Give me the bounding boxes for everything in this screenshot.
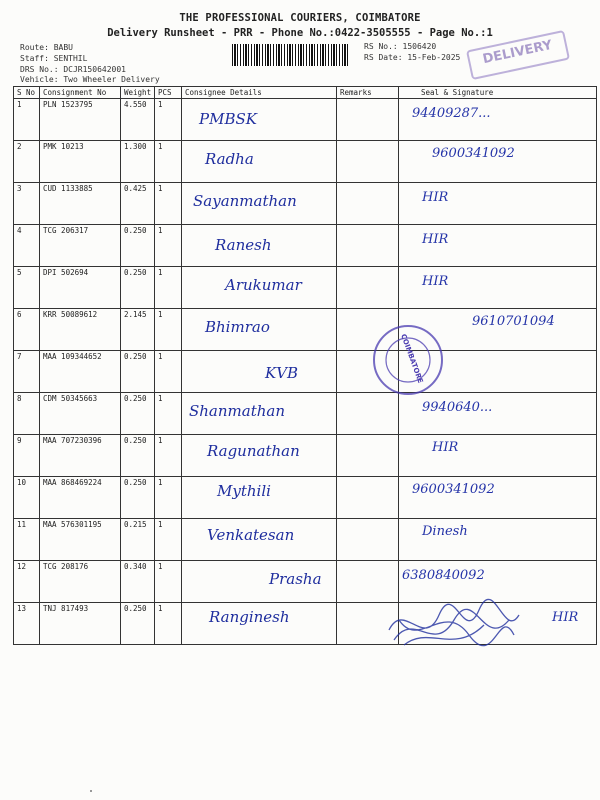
row-remarks <box>337 519 399 561</box>
row-consignee-cell <box>182 603 337 645</box>
handwritten-signature: HIR <box>552 610 579 625</box>
col-header-consignee: Consignee Details <box>182 87 337 99</box>
row-consignment-no: KRR 50089612 <box>40 309 121 351</box>
row-sno: 6 <box>14 309 40 351</box>
row-sno: 4 <box>14 225 40 267</box>
rs-number: RS No.: 1506420 <box>364 42 437 51</box>
handwritten-signature: 94409287... <box>412 106 491 121</box>
signature-scribble <box>384 590 524 660</box>
table-row <box>14 351 597 393</box>
row-remarks <box>337 141 399 183</box>
row-sno: 1 <box>14 99 40 141</box>
row-pcs: 1 <box>155 351 182 393</box>
row-consignee-cell <box>182 393 337 435</box>
row-consignment-no: MAA 576301195 <box>40 519 121 561</box>
row-remarks <box>337 477 399 519</box>
row-consignment-no: DPI 502694 <box>40 267 121 309</box>
table-row <box>14 519 597 561</box>
col-header-pcs: PCS <box>155 87 182 99</box>
row-pcs: 1 <box>155 603 182 645</box>
rs-date: RS Date: 15-Feb-2025 <box>364 53 461 62</box>
row-remarks <box>337 267 399 309</box>
col-header-sno: S No <box>14 87 40 99</box>
row-consignee-cell <box>182 225 337 267</box>
row-consignee-cell <box>182 351 337 393</box>
row-weight: 0.250 <box>121 435 155 477</box>
row-pcs: 1 <box>155 309 182 351</box>
table-row <box>14 267 597 309</box>
row-pcs: 1 <box>155 435 182 477</box>
row-pcs: 1 <box>155 267 182 309</box>
handwritten-signature: 9610701094 <box>472 314 555 329</box>
row-sno: 7 <box>14 351 40 393</box>
row-consignment-no: MAA 109344652 <box>40 351 121 393</box>
row-weight: 0.340 <box>121 561 155 603</box>
table-row <box>14 309 597 351</box>
row-pcs: 1 <box>155 183 182 225</box>
table-row <box>14 225 597 267</box>
table-row <box>14 183 597 225</box>
company-seal-stamp <box>370 322 446 398</box>
row-sno: 13 <box>14 603 40 645</box>
table-row <box>14 141 597 183</box>
handwritten-consignee-name: Ranginesh <box>209 608 290 626</box>
handwritten-signature: HIR <box>422 232 449 247</box>
runsheet-table <box>13 86 597 645</box>
row-weight: 1.300 <box>121 141 155 183</box>
handwritten-signature: HIR <box>432 440 459 455</box>
row-weight: 2.145 <box>121 309 155 351</box>
handwritten-signature: HIR <box>422 274 449 289</box>
row-weight: 0.250 <box>121 477 155 519</box>
row-consignee-cell <box>182 141 337 183</box>
handwritten-signature: 9600341092 <box>412 482 495 497</box>
handwritten-signature: 9940640... <box>422 400 493 415</box>
col-header-weight: Weight <box>121 87 155 99</box>
runsheet-subtitle: Delivery Runsheet - PRR - Phone No.:0422-3505555 - Page No.:1 <box>107 27 493 39</box>
row-pcs: 1 <box>155 141 182 183</box>
row-pcs: 1 <box>155 99 182 141</box>
row-consignment-no: TCG 208176 <box>40 561 121 603</box>
row-remarks <box>337 225 399 267</box>
handwritten-consignee-name: Ranesh <box>215 236 272 254</box>
handwritten-signature: 6380840092 <box>402 568 485 583</box>
row-remarks <box>337 99 399 141</box>
col-header-seal: Seal & Signature <box>399 87 597 99</box>
handwritten-consignee-name: Venkatesan <box>207 526 295 544</box>
row-signature-cell <box>399 477 597 519</box>
row-consignee-cell <box>182 519 337 561</box>
row-consignment-no: PLN 1523795 <box>40 99 121 141</box>
row-signature-cell <box>399 393 597 435</box>
handwritten-consignee-name: Mythili <box>217 482 271 500</box>
row-sno: 3 <box>14 183 40 225</box>
row-signature-cell <box>399 141 597 183</box>
row-pcs: 1 <box>155 561 182 603</box>
drs-label: DRS No.: DCJR150642001 <box>20 65 126 74</box>
row-weight: 0.250 <box>121 351 155 393</box>
row-weight: 0.250 <box>121 225 155 267</box>
row-sno: 10 <box>14 477 40 519</box>
handwritten-signature: Dinesh <box>422 524 468 539</box>
row-pcs: 1 <box>155 393 182 435</box>
handwritten-consignee-name: KVB <box>265 364 299 382</box>
handwritten-consignee-name: Bhimrao <box>205 318 270 336</box>
row-remarks <box>337 393 399 435</box>
row-weight: 0.425 <box>121 183 155 225</box>
col-header-consignment: Consignment No <box>40 87 121 99</box>
row-pcs: 1 <box>155 477 182 519</box>
row-signature-cell <box>399 435 597 477</box>
row-signature-cell <box>399 225 597 267</box>
handwritten-signature: HIR <box>422 190 449 205</box>
table-row <box>14 477 597 519</box>
row-weight: 0.250 <box>121 603 155 645</box>
row-consignee-cell <box>182 309 337 351</box>
row-signature-cell <box>399 267 597 309</box>
row-consignee-cell <box>182 183 337 225</box>
row-sno: 12 <box>14 561 40 603</box>
handwritten-consignee-name: Shanmathan <box>189 402 285 420</box>
table-row <box>14 99 597 141</box>
col-header-remarks: Remarks <box>337 87 399 99</box>
delivery-stamp: DELIVERY <box>466 30 570 80</box>
handwritten-signature: 9600341092 <box>432 146 515 161</box>
row-consignment-no: CDM 50345663 <box>40 393 121 435</box>
row-remarks <box>337 435 399 477</box>
row-consignment-no: PMK 10213 <box>40 141 121 183</box>
row-weight: 4.550 <box>121 99 155 141</box>
vehicle-label: Vehicle: Two Wheeler Delivery <box>20 75 160 84</box>
row-consignment-no: TCG 206317 <box>40 225 121 267</box>
handwritten-consignee-name: PMBSK <box>199 110 257 128</box>
barcode-image <box>232 44 348 66</box>
row-consignment-no: MAA 868469224 <box>40 477 121 519</box>
row-consignee-cell <box>182 561 337 603</box>
row-pcs: 1 <box>155 519 182 561</box>
row-sno: 5 <box>14 267 40 309</box>
row-remarks <box>337 183 399 225</box>
table-row <box>14 393 597 435</box>
row-consignment-no: CUD 1133885 <box>40 183 121 225</box>
row-weight: 0.215 <box>121 519 155 561</box>
seal-text: COIMBATORE <box>399 332 425 385</box>
row-consignee-cell <box>182 99 337 141</box>
handwritten-consignee-name: Radha <box>205 150 254 168</box>
table-row <box>14 435 597 477</box>
row-consignee-cell <box>182 267 337 309</box>
row-pcs: 1 <box>155 225 182 267</box>
staff-label: Staff: SENTHIL <box>20 54 88 63</box>
row-sno: 2 <box>14 141 40 183</box>
handwritten-consignee-name: Prasha <box>269 570 322 588</box>
row-sno: 9 <box>14 435 40 477</box>
handwritten-consignee-name: Sayanmathan <box>193 192 297 210</box>
speck <box>90 790 92 792</box>
row-consignment-no: TNJ 817493 <box>40 603 121 645</box>
route-label: Route: BABU <box>20 43 73 52</box>
row-weight: 0.250 <box>121 267 155 309</box>
row-signature-cell <box>399 183 597 225</box>
row-consignee-cell <box>182 477 337 519</box>
row-signature-cell <box>399 519 597 561</box>
handwritten-consignee-name: Arukumar <box>225 276 302 294</box>
row-consignee-cell <box>182 435 337 477</box>
table-header-row <box>14 87 597 99</box>
company-title: THE PROFESSIONAL COURIERS, COIMBATORE <box>179 12 421 24</box>
row-sno: 11 <box>14 519 40 561</box>
handwritten-consignee-name: Ragunathan <box>207 442 300 460</box>
row-signature-cell <box>399 99 597 141</box>
row-sno: 8 <box>14 393 40 435</box>
row-consignment-no: MAA 707230396 <box>40 435 121 477</box>
row-weight: 0.250 <box>121 393 155 435</box>
